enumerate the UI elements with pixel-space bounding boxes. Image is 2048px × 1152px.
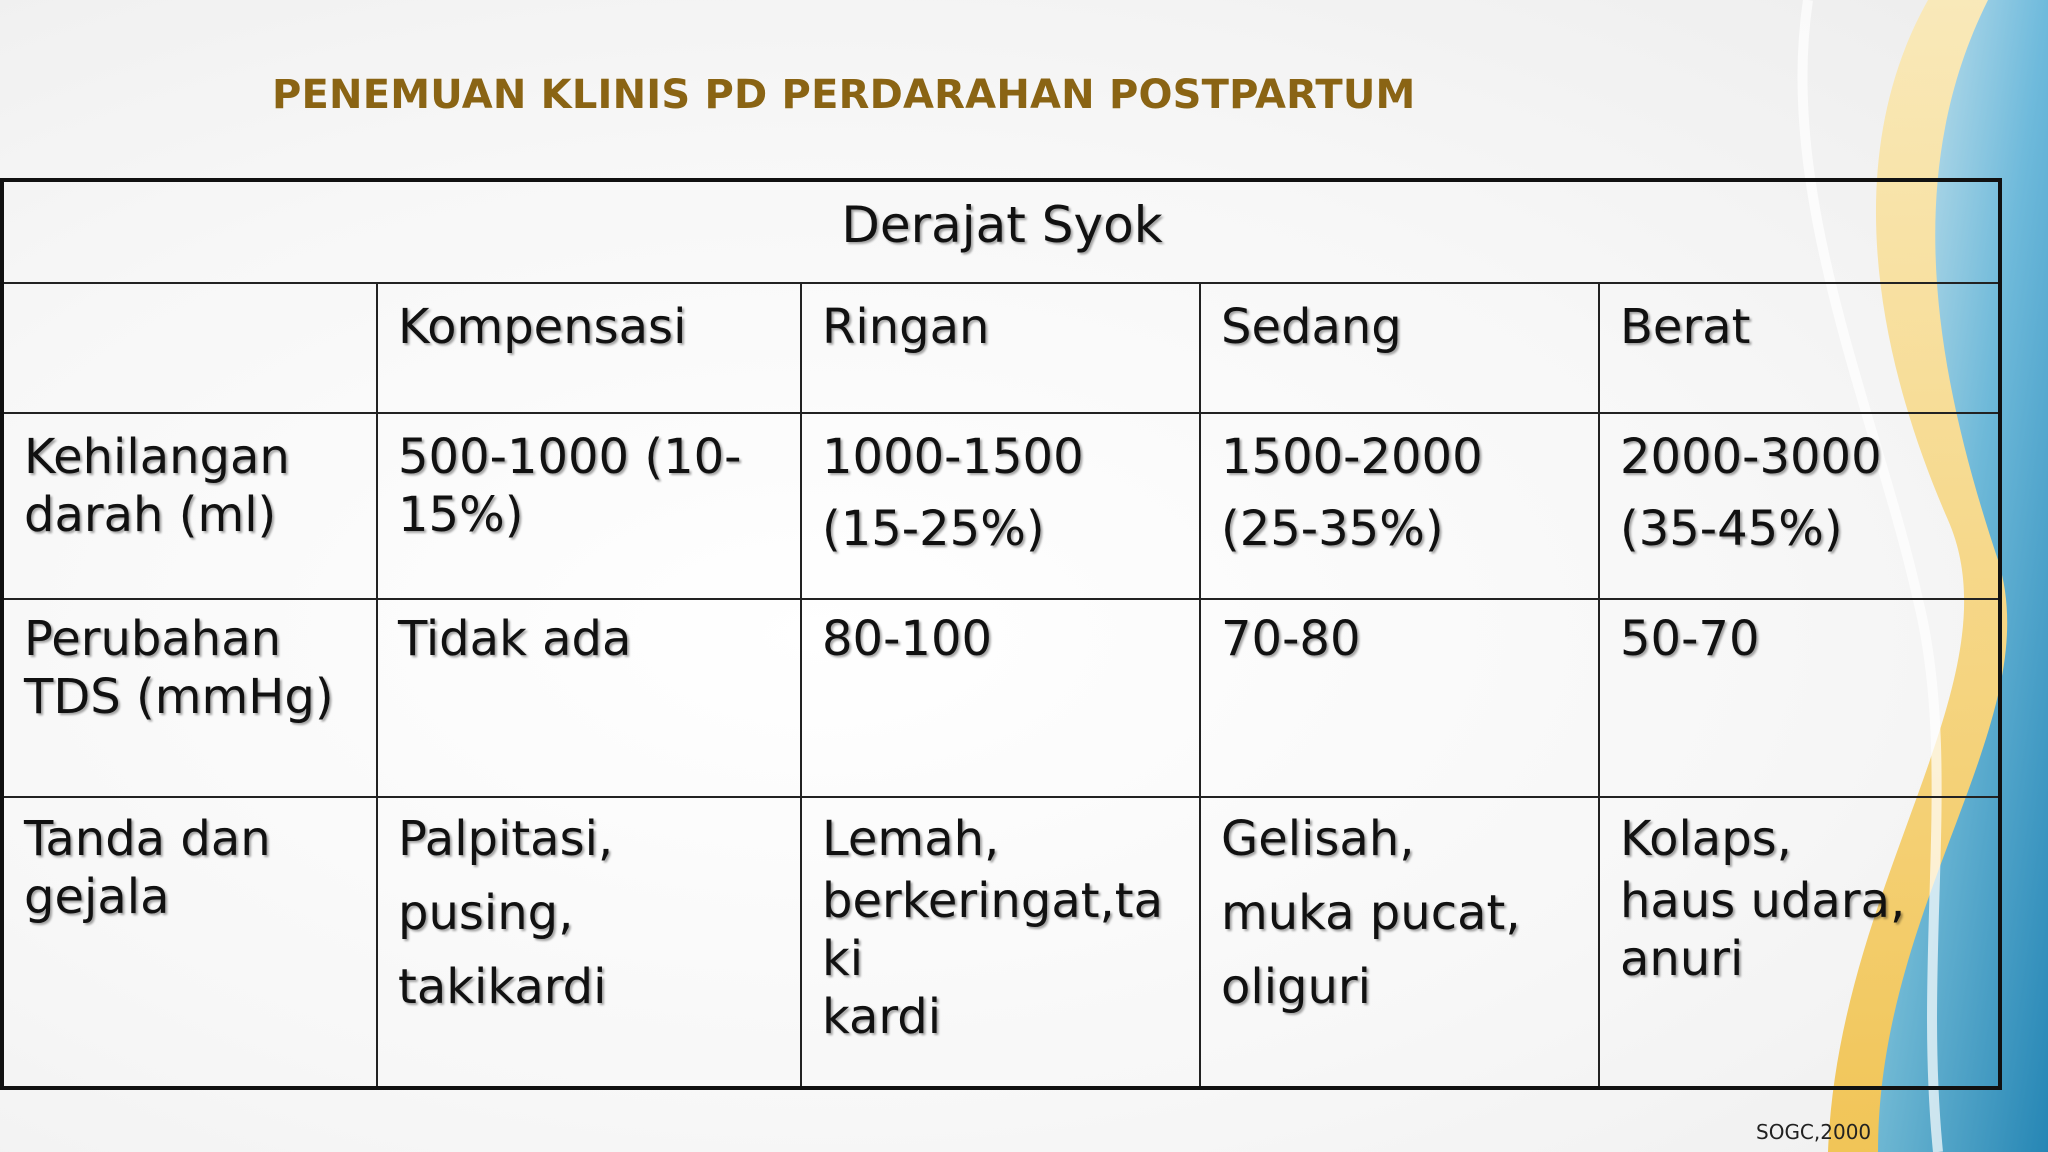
- table-row: [2, 599, 2000, 797]
- cell-text-line: (15-25%): [822, 501, 1045, 557]
- cell-text-line: Kehilangan: [24, 429, 290, 485]
- column-header-cell: Kompensasi: [377, 283, 801, 413]
- slide-title: PENEMUAN KLINIS PD PERDARAHAN POSTPARTUM: [272, 72, 1416, 118]
- cell-text-line: 70-80: [1221, 611, 1361, 667]
- row-label-cell: [2, 599, 377, 797]
- cell-text-line: Gelisah,: [1221, 811, 1415, 867]
- cell-text-line: (25-35%): [1221, 501, 1444, 557]
- cell-text-line: 1000-1500: [822, 429, 1084, 485]
- cell-text-line: Palpitasi,: [398, 811, 614, 867]
- cell-text-line: haus udara,: [1620, 873, 1906, 929]
- table-cell: [1200, 413, 1599, 599]
- cell-text-line: oliguri: [1221, 959, 1371, 1015]
- cell-text-line: 50-70: [1620, 611, 1760, 667]
- cell-text-line: 2000-3000: [1620, 429, 1882, 485]
- cell-text-line: 1500-2000: [1221, 429, 1483, 485]
- cell-text-line: kardi: [822, 989, 942, 1045]
- table-row: [2, 413, 2000, 599]
- cell-text-line: takikardi: [398, 959, 607, 1015]
- cell-text-line: gejala: [24, 869, 170, 925]
- cell-text-line: TDS (mmHg): [24, 669, 334, 725]
- table-cell: [801, 797, 1200, 1088]
- cell-text-line: muka pucat,: [1221, 885, 1521, 941]
- column-header-cell: Ringan: [801, 283, 1200, 413]
- table-cell: [1200, 599, 1599, 797]
- cell-text-line: Kolaps,: [1620, 811, 1792, 867]
- column-header-cell: [2, 283, 377, 413]
- cell-text-line: (35-45%): [1620, 501, 1843, 557]
- cell-text-line: darah (ml): [24, 487, 277, 543]
- row-label-cell: [2, 413, 377, 599]
- cell-text-line: 500-1000 (10-: [398, 429, 742, 485]
- cell-text-line: Tanda dan: [24, 811, 271, 867]
- table-cell: [1599, 413, 2000, 599]
- table-cell: [1200, 797, 1599, 1088]
- cell-text-line: Tidak ada: [398, 611, 632, 667]
- cell-text-line: Perubahan: [24, 611, 282, 667]
- table-cell: [377, 599, 801, 797]
- table-cell: [1599, 599, 2000, 797]
- row-label-cell: [2, 797, 377, 1088]
- cell-text-line: berkeringat,taki: [822, 873, 1164, 987]
- table-group-header-row: [2, 180, 2000, 283]
- shock-degree-table: [0, 178, 2002, 1090]
- cell-text-line: 80-100: [822, 611, 993, 667]
- source-citation: SOGC,2000: [1756, 1120, 1872, 1144]
- table-row: [2, 797, 2000, 1088]
- cell-text-line: anuri: [1620, 931, 1744, 987]
- table-cell: [801, 599, 1200, 797]
- cell-text-line: Lemah,: [822, 811, 1000, 867]
- cell-text-line: pusing,: [398, 885, 574, 941]
- table-cell: [377, 797, 801, 1088]
- table-cell: [377, 413, 801, 599]
- table-cell: [1599, 797, 2000, 1088]
- column-header-cell: Sedang: [1200, 283, 1599, 413]
- cell-text-line: 15%): [398, 487, 524, 543]
- group-header-cell: Derajat Syok: [2, 180, 2000, 283]
- table-cell: [801, 413, 1200, 599]
- column-header-cell: Berat: [1599, 283, 2000, 413]
- column-header-row: [2, 283, 2000, 413]
